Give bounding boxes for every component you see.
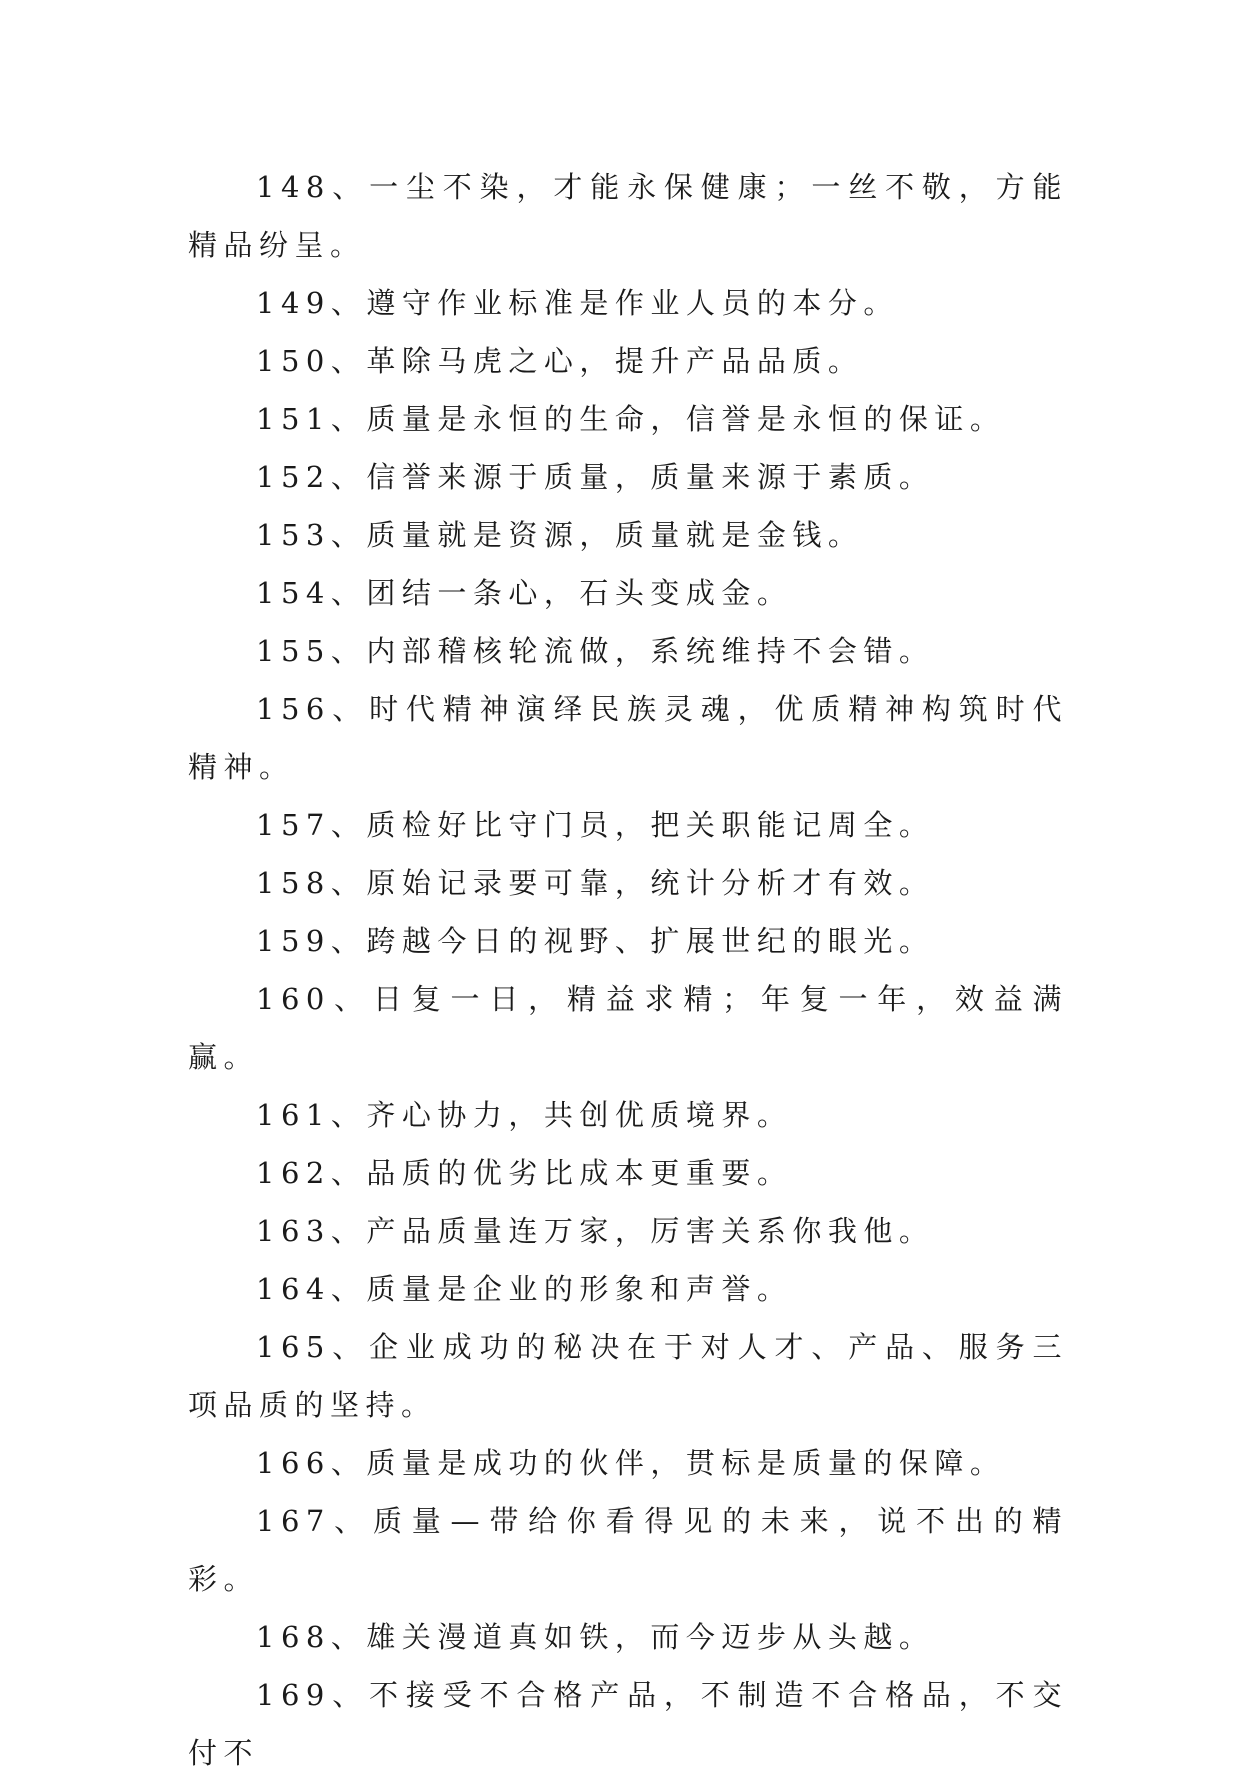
paragraph-167: 167、质量—带给你看得见的未来，说不出的精彩。: [188, 1504, 1068, 1596]
paragraph-156: 156、时代精神演绎民族灵魂，优质精神构筑时代精神。: [188, 692, 1068, 784]
paragraph-153: 153、质量就是资源，质量就是金钱。: [256, 518, 864, 552]
paragraph-157: 157、质检好比守门员，把关职能记周全。: [256, 808, 935, 842]
paragraph-148: 148、一尘不染，才能永保健康；一丝不敬，方能精品纷呈。: [188, 170, 1068, 262]
paragraph-154: 154、团结一条心，石头变成金。: [256, 576, 793, 610]
document-body: [188, 158, 1068, 1782]
paragraph-158: 158、原始记录要可靠，统计分析才有效。: [256, 866, 935, 900]
paragraph-151: 151、质量是永恒的生命，信誉是永恒的保证。: [256, 402, 1006, 436]
paragraph-159: 159、跨越今日的视野、扩展世纪的眼光。: [256, 924, 935, 958]
paragraph-161: 161、齐心协力，共创优质境界。: [256, 1098, 793, 1132]
paragraph-168: 168、雄关漫道真如铁，而今迈步从头越。: [256, 1620, 935, 1654]
paragraph-164: 164、质量是企业的形象和声誉。: [256, 1272, 793, 1306]
paragraph-163: 163、产品质量连万家，厉害关系你我他。: [256, 1214, 935, 1248]
paragraph-155: 155、内部稽核轮流做，系统维持不会错。: [256, 634, 935, 668]
paragraph-150: 150、革除马虎之心，提升产品品质。: [256, 344, 864, 378]
paragraph-152: 152、信誉来源于质量，质量来源于素质。: [256, 460, 935, 494]
paragraph-166: 166、质量是成功的伙伴，贯标是质量的保障。: [256, 1446, 1006, 1480]
paragraph-169: 169、不接受不合格产品，不制造不合格品，不交付不: [188, 1678, 1068, 1770]
paragraph-149: 149、遵守作业标准是作业人员的本分。: [256, 286, 899, 320]
paragraph-160: 160、日复一日，精益求精；年复一年，效益满赢。: [188, 982, 1068, 1074]
paragraph-165: 165、企业成功的秘决在于对人才、产品、服务三项品质的坚持。: [188, 1330, 1068, 1422]
paragraph-162: 162、品质的优劣比成本更重要。: [256, 1156, 793, 1190]
